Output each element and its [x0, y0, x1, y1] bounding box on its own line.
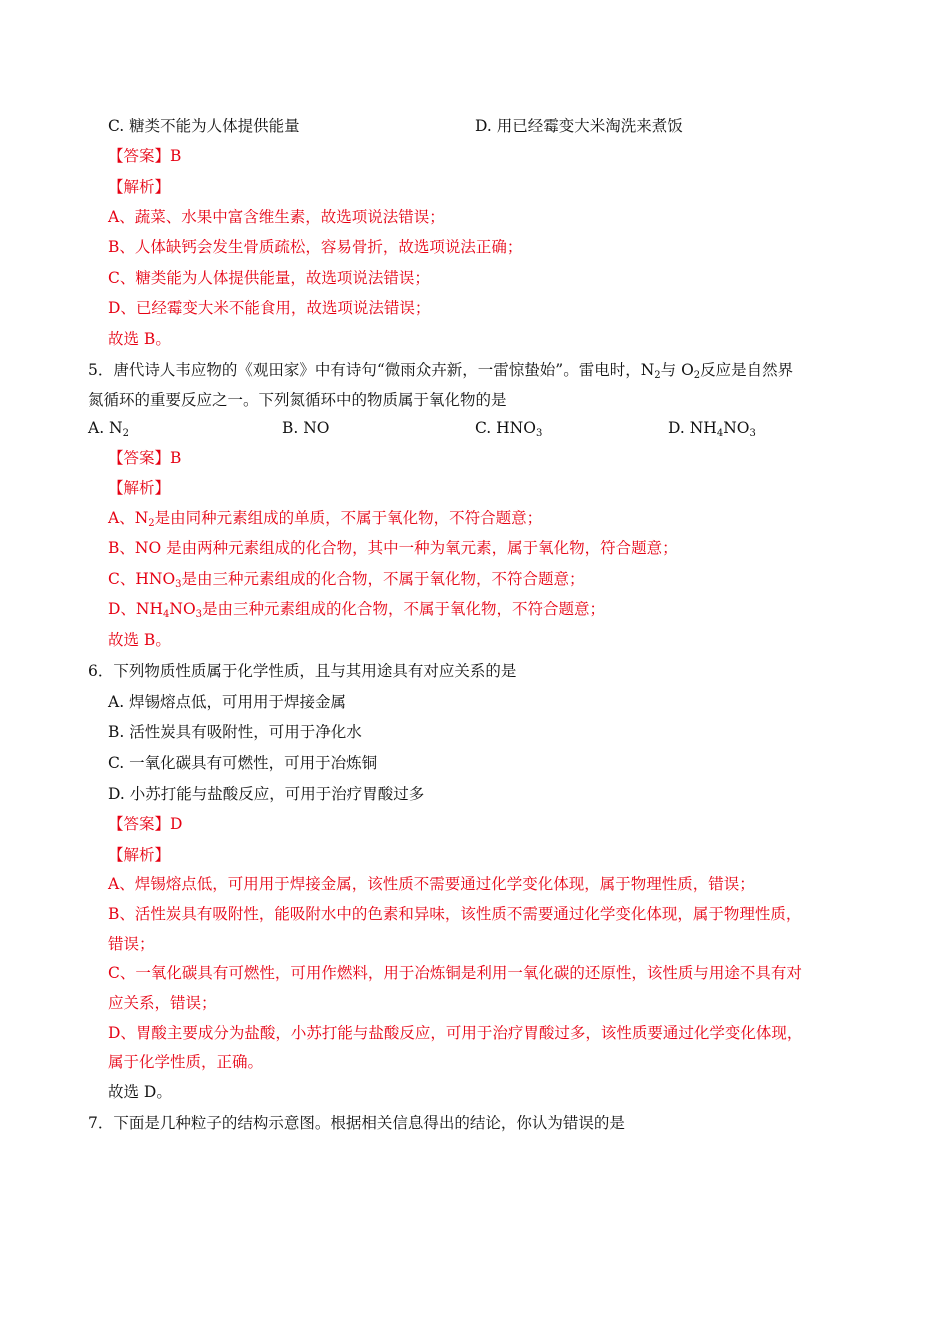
q6-analysis-b-2: 错误； [108, 935, 155, 953]
q4-conclusion: 故选 B。 [108, 330, 171, 348]
q4-analysis-label: 【解析】 [108, 178, 171, 196]
q4-answer: 【答案】B [108, 147, 182, 165]
q5-answer: 【答案】B [108, 449, 182, 467]
q6-analysis-label: 【解析】 [108, 846, 171, 864]
q5-stem-line2: 氮循环的重要反应之一。下列氮循环中的物质属于氧化物的是 [88, 391, 507, 409]
q4-analysis-c: C、糖类能为人体提供能量，故选项说法错误； [108, 269, 430, 287]
q5-analysis-label: 【解析】 [108, 479, 171, 497]
q5-analysis-b: B、NO 是由两种元素组成的化合物，其中一种为氧元素，属于氧化物，符合题意； [108, 539, 678, 557]
q6-analysis-b-1: B、活性炭具有吸附性，能吸附水中的色素和异味，该性质不需要通过化学变化体现，属于物理性质， [108, 905, 802, 923]
q5-analysis-a: A、$N_2$是由同种元素组成的单质，不属于氧化物，不符合题意； [108, 509, 543, 529]
q6-option-d: D. 小苏打能与盐酸反应，可用于治疗胃酸过多 [108, 785, 425, 803]
q4-analysis-a: A、蔬菜、水果中富含维生素，故选项说法错误； [108, 208, 445, 226]
q5-option-c: C. $HNO_3$ [475, 419, 543, 439]
q5-conclusion: 故选 B。 [108, 631, 171, 649]
q6-analysis-d-1: D、胃酸主要成分为盐酸，小苏打能与盐酸反应，可用于治疗胃酸过多，该性质要通过化学变化体现， [108, 1024, 803, 1042]
q6-analysis-c-1: C、一氧化碳具有可燃性，可用作燃料，用于冶炼铜是利用一氧化碳的还原性，该性质与用途不具有对 [108, 964, 802, 982]
q7-stem: 7．下面是几种粒子的结构示意图。根据相关信息得出的结论，你认为错误的是 [88, 1114, 625, 1132]
q5-analysis-c: C、$HNO_3$是由三种元素组成的化合物，不属于氧化物，不符合题意； [108, 570, 585, 590]
q6-analysis-a: A、焊锡熔点低，可用用于焊接金属，该性质不需要通过化学变化体现，属于物理性质，错误； [108, 875, 755, 893]
q6-answer: 【答案】D [108, 815, 183, 833]
q4-analysis-d: D、已经霉变大米不能食用，故选项说法错误； [108, 299, 431, 317]
q6-option-c: C. 一氧化碳具有可燃性，可用于冶炼铜 [108, 754, 378, 772]
q6-option-b: B. 活性炭具有吸附性，可用于净化水 [108, 723, 362, 741]
q6-option-a: A. 焊锡熔点低，可用用于焊接金属 [108, 693, 347, 711]
q4-analysis-b: B、人体缺钙会发生骨质疏松，容易骨折，故选项说法正确； [108, 238, 523, 256]
q5-stem-line1: 5．唐代诗人韦应物的《观田家》中有诗句“微雨众卉新，一雷惊蛰始”。雷电时，$N_2$与 $O_2$反应是自然界 [88, 361, 794, 381]
q6-stem: 6．下列物质性质属于化学性质，且与其用途具有对应关系的是 [88, 662, 517, 680]
q6-analysis-c-2: 应关系，错误； [108, 994, 217, 1012]
q5-option-a: A. $N_2$ [88, 419, 129, 439]
q4-option-d: D. 用已经霉变大米淘洗来煮饭 [475, 117, 683, 135]
q5-option-b: B. NO [282, 419, 330, 437]
q6-analysis-d-2: 属于化学性质，正确。 [108, 1053, 264, 1071]
q5-analysis-d: D、$NH_4NO_3$是由三种元素组成的化合物，不属于氧化物，不符合题意； [108, 600, 606, 620]
q4-option-c: C. 糖类不能为人体提供能量 [108, 117, 300, 135]
q5-option-d: D. $NH_4NO_3$ [668, 419, 756, 439]
q6-conclusion: 故选 D。 [108, 1083, 172, 1101]
